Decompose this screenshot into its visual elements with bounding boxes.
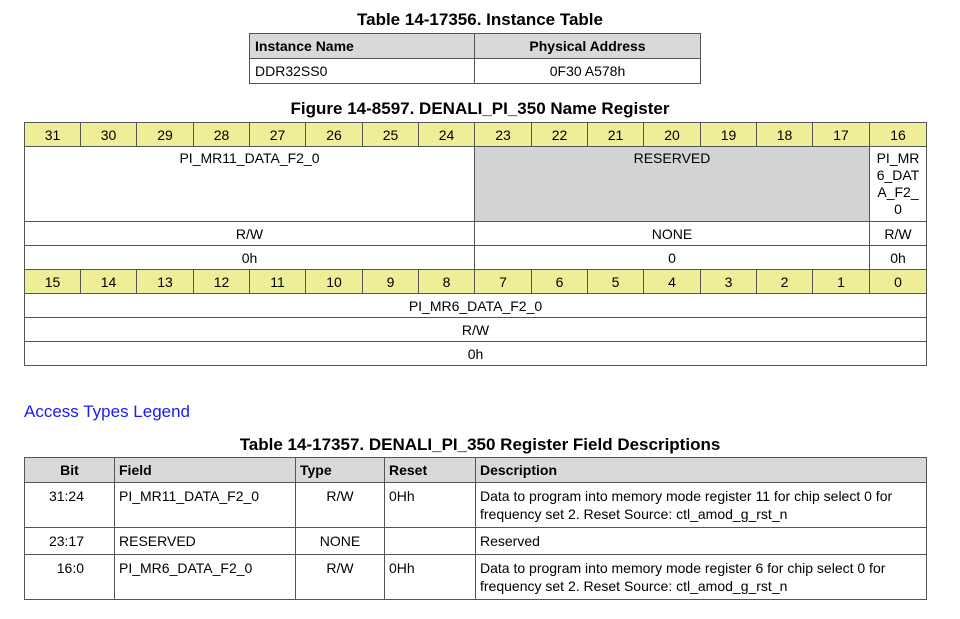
access-types-legend-link[interactable]: Access Types Legend bbox=[24, 402, 191, 421]
bit-cell: 23:17 bbox=[25, 528, 115, 555]
field-pi-mr6-data-lower: PI_MR6_DATA_F2_0 bbox=[25, 294, 927, 318]
type-cell: NONE bbox=[296, 528, 385, 555]
bit-number: 5 bbox=[588, 270, 644, 294]
access-type: R/W bbox=[25, 222, 475, 246]
bit-number: 27 bbox=[250, 123, 306, 147]
type-cell: R/W bbox=[296, 555, 385, 600]
bit-number: 8 bbox=[419, 270, 475, 294]
bit-number: 30 bbox=[81, 123, 137, 147]
bit-number: 4 bbox=[644, 270, 701, 294]
reset-cell bbox=[385, 528, 476, 555]
bit-number: 13 bbox=[137, 270, 194, 294]
field-table-title: Table 14-17357. DENALI_PI_350 Register Field Descriptions bbox=[239, 435, 721, 454]
reset-value: 0h bbox=[25, 342, 927, 366]
reset-value: 0h bbox=[870, 246, 927, 270]
bit-cell: 31:24 bbox=[25, 483, 115, 528]
reset-cell: 0Hh bbox=[385, 555, 476, 600]
instance-table-header-row bbox=[250, 34, 701, 59]
bit-number: 1 bbox=[813, 270, 870, 294]
instance-table bbox=[249, 33, 701, 84]
field-cell: PI_MR11_DATA_F2_0 bbox=[115, 483, 296, 528]
table-row bbox=[250, 59, 701, 84]
bit-number: 25 bbox=[363, 123, 419, 147]
bit-number: 17 bbox=[813, 123, 870, 147]
bit-number: 23 bbox=[475, 123, 532, 147]
description-cell: Data to program into memory mode register 6 for chip select 0 for frequency set 2. Reset Source: ctl_amod_g_rst_n bbox=[476, 555, 927, 600]
header-type: Type bbox=[296, 458, 385, 483]
access-type: R/W bbox=[25, 318, 927, 342]
bit-number: 29 bbox=[137, 123, 194, 147]
table-row bbox=[25, 483, 927, 528]
bit-number: 19 bbox=[701, 123, 757, 147]
upper-reset-row bbox=[25, 246, 927, 270]
reset-value: 0h bbox=[25, 246, 475, 270]
header-field: Field bbox=[115, 458, 296, 483]
header-description: Description bbox=[476, 458, 927, 483]
bit-number: 16 bbox=[870, 123, 927, 147]
bit-number: 10 bbox=[306, 270, 363, 294]
reset-value: 0 bbox=[475, 246, 870, 270]
bit-number: 26 bbox=[306, 123, 363, 147]
register-figure bbox=[24, 122, 927, 366]
bit-number: 2 bbox=[757, 270, 813, 294]
physical-address-cell: 0F30 A578h bbox=[475, 59, 701, 84]
bit-cell: 16:0 bbox=[25, 555, 115, 600]
bit-number: 28 bbox=[194, 123, 250, 147]
lower-reset-row bbox=[25, 342, 927, 366]
instance-name-cell: DDR32SS0 bbox=[250, 59, 475, 84]
lower-field-row bbox=[25, 294, 927, 318]
header-bit: Bit bbox=[25, 458, 115, 483]
lower-bit-row bbox=[25, 270, 927, 294]
bit-number: 22 bbox=[532, 123, 588, 147]
bit-number: 0 bbox=[870, 270, 927, 294]
access-type: NONE bbox=[475, 222, 870, 246]
bit-number: 7 bbox=[475, 270, 532, 294]
field-reserved: RESERVED bbox=[475, 147, 870, 222]
bit-number: 31 bbox=[25, 123, 81, 147]
bit-number: 20 bbox=[644, 123, 701, 147]
description-cell: Data to program into memory mode register 11 for chip select 0 for frequency set 2. Reset Source: ctl_amod_g_rst_n bbox=[476, 483, 927, 528]
bit-number: 6 bbox=[532, 270, 588, 294]
access-type: R/W bbox=[870, 222, 927, 246]
upper-bit-row bbox=[25, 123, 927, 147]
header-physical-address: Physical Address bbox=[475, 34, 701, 59]
field-descriptions-table bbox=[24, 457, 927, 600]
instance-table-title: Table 14-17356. Instance Table bbox=[357, 10, 603, 29]
bit-number: 9 bbox=[363, 270, 419, 294]
field-pi-mr6-data-upper: PI_MR6_DATA_F2_0 bbox=[870, 147, 927, 222]
lower-access-row bbox=[25, 318, 927, 342]
table-row bbox=[25, 555, 927, 600]
field-cell: PI_MR6_DATA_F2_0 bbox=[115, 555, 296, 600]
bit-number: 18 bbox=[757, 123, 813, 147]
table-row bbox=[25, 528, 927, 555]
register-figure-title: Figure 14-8597. DENALI_PI_350 Name Register bbox=[290, 99, 670, 118]
bit-number: 14 bbox=[81, 270, 137, 294]
bit-number: 24 bbox=[419, 123, 475, 147]
header-instance-name: Instance Name bbox=[250, 34, 475, 59]
description-cell: Reserved bbox=[476, 528, 927, 555]
field-cell: RESERVED bbox=[115, 528, 296, 555]
field-pi-mr11-data: PI_MR11_DATA_F2_0 bbox=[25, 147, 475, 222]
bit-number: 3 bbox=[701, 270, 757, 294]
field-table-header-row bbox=[25, 458, 927, 483]
upper-field-row bbox=[25, 147, 927, 222]
type-cell: R/W bbox=[296, 483, 385, 528]
reset-cell: 0Hh bbox=[385, 483, 476, 528]
bit-number: 21 bbox=[588, 123, 644, 147]
bit-number: 12 bbox=[194, 270, 250, 294]
bit-number: 15 bbox=[25, 270, 81, 294]
bit-number: 11 bbox=[250, 270, 306, 294]
upper-access-row bbox=[25, 222, 927, 246]
header-reset: Reset bbox=[385, 458, 476, 483]
